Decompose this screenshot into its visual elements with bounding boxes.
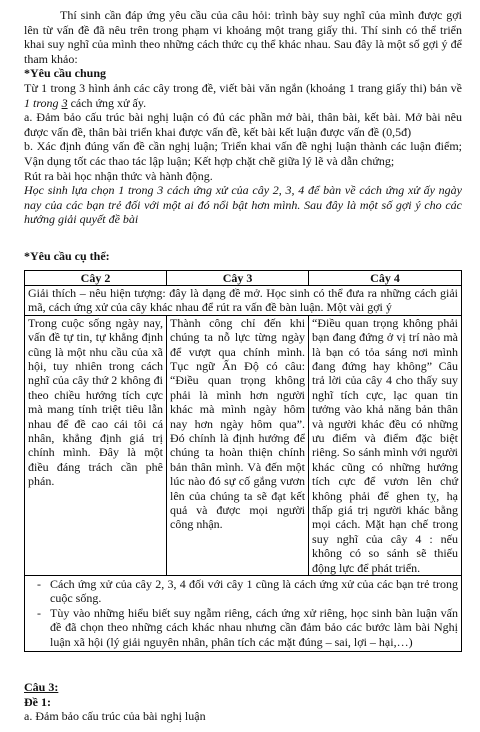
explain-cell: Giải thích – nêu hiện tượng: đây là dạng đề mở. Học sinh có thể đưa ra những cách giải mã, cách ứng xử của cây khác nhau để rút ra vấn đề bàn luận. Một vài gợi ý xyxy=(25,285,462,315)
list-item: - Cách ứng xử của cây 2, 3, 4 đối với cây 1 cũng là cách ứng xử của các bạn trẻ trong cuộc sống. xyxy=(28,577,458,606)
header-cay-3: Cây 3 xyxy=(167,270,309,285)
cell-cay-2: Trong cuộc sống ngày nay, vấn đề tự tin, tự khẳng định cũng là một nhu cầu của xã hội, tuy nhiên trong cách nghĩ của cây thứ 2 không đi theo chiều hướng tích cực mà mang tính triệt tiêu lẫn nhau để đề cao cái tôi cá nhân, khẳng định giá trị chính mình. Đây là một điều đáng trách cần phê phán. xyxy=(25,315,167,575)
document-page xyxy=(24,8,462,724)
question-3-title: Câu 3: xyxy=(24,680,59,695)
intro-paragraph: Thí sinh cần đáp ứng yêu cầu của câu hỏi: trình bày suy nghĩ của mình được gợi lên từ vấn đề đã nêu trên trong phạm vi khoảng một trang giấy thi. Thí sinh có thể triển khai suy nghĩ của mình theo những cách thức cụ thể khác nhau. Sau đây là một số gợi ý để tham khảo: xyxy=(24,8,462,66)
general-item-b: b. Xác định đúng vấn đề cần nghị luận; Triển khai vấn đề nghị luận thành các luận điểm; Vận dụng tốt các thao tác lập luận; Kết hợp chặt chẽ giữa lý lẽ và dẫn chứng; xyxy=(24,139,462,168)
dash-bullet: - xyxy=(37,577,41,592)
bullets-cell xyxy=(25,576,462,652)
table-row-bullets xyxy=(25,576,462,652)
table-header-row xyxy=(25,270,462,285)
de-1-title: Đề 1: xyxy=(24,694,51,709)
general-item-b-cont: Rút ra bài học nhận thức và hành động. xyxy=(24,168,213,183)
general-item-a: a. Đảm bảo cấu trúc bài nghị luận có đủ các phần mở bài, thân bài, kết bài. Mở bài nêu được vấn đề, thân bài triển khai được vấn đề, kết bài kết luận được vấn đề (0,5đ) xyxy=(24,110,462,139)
list-item: - Tùy vào những hiểu biết suy ngẫm riêng, cách ứng xử riêng, học sinh bàn luận vấn đề đã chọn theo những cách khác nhau nhưng cần đảm bảo các bước làm bài Nghị luận xã hội (lý giải nguyên nhân, phân tích các mặt đúng – sai, lợi – hại,…) xyxy=(28,606,458,649)
table-row-content xyxy=(25,315,462,575)
specific-heading: *Yêu cầu cụ thể: xyxy=(24,248,110,263)
cell-cay-3: Thành công chỉ đến khi chúng ta nỗ lực từng ngày để vượt qua chính mình. Tục ngữ Ấn Độ có câu: “Điều quan trọng không phải là mình hơn người khác mà mình ngày hôm nay hơn ngày hôm qua”. Đó chính là định hướng để chúng ta hoàn thiện chính bản thân mình. Và đến một lúc nào đó sự cố gắng vươn lên của chúng ta sẽ đạt kết quả và được mọi người công nhận. xyxy=(167,315,309,575)
answer-table xyxy=(24,270,462,653)
general-line1: Từ 1 trong 3 hình ảnh các cây trong đề, viết bài văn ngắn (khoảng 1 trang giấy thi) bản về 1 trong 3 cách ứng xử ấy. xyxy=(24,80,462,110)
general-note: Học sinh lựa chọn 1 trong 3 cách ứng xử của cây 2, 3, 4 để bàn về cách ứng xử ấy ngày nay của các bạn trẻ đối với một ai đó nổi bật hơn mình. Sau đây là một số gợi ý cho các hướng giải quyết đề bài xyxy=(24,183,462,227)
cell-cay-4: “Điều quan trọng không phải bạn đang đứng ở vị trí nào mà là bạn có tỏa sáng nơi mình đang đứng hay không” Câu trả lời của cây 4 cho thấy suy nghĩ tích cực, lạc quan tin tưởng vào khả năng bản thân và người khác đều có những ưu điểm và điểm đặc biệt riêng. So sánh mình với người khác cũng có những hướng tích cực để vươn lên chứ không phải để ghen tỵ, hạ thấp giá trị người khác bằng mọi cách. Mặt hạn chế trong suy nghĩ của cây 4 : nếu không có so sánh sẽ thiếu động lực để phát triển. xyxy=(309,315,462,575)
header-cay-2: Cây 2 xyxy=(25,270,167,285)
general-heading: *Yêu cầu chung xyxy=(24,66,107,81)
header-cay-4: Cây 4 xyxy=(309,270,462,285)
dash-bullet: - xyxy=(37,605,41,620)
question-3-item-a: a. Đảm bảo cấu trúc của bài nghị luận xyxy=(24,709,206,724)
table-row-explain xyxy=(25,285,462,315)
